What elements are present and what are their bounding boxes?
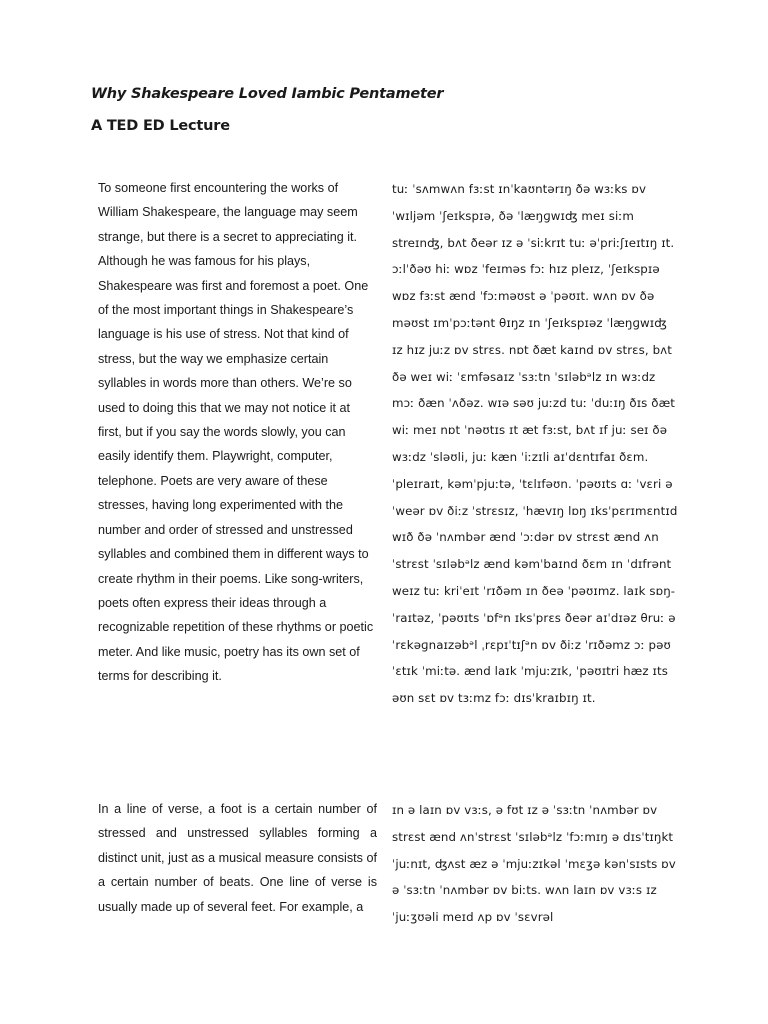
paragraph-pair-2 bbox=[98, 797, 680, 931]
ipa-paragraph-1: tuː ˈsʌmwʌn fɜːst ɪnˈkaʊntərɪŋ ðə wɜːks ɒv ˈwɪljəm ˈʃeɪkspɪə, ðə ˈlæŋɡwɪʤ meɪ siːm streɪnʤ, bʌt ðeər ɪz ə ˈsiːkrɪt tuː əˈpriːʃɪeɪtɪŋ ɪt. ɔːlˈðəʊ hiː wɒz ˈfeɪməs fɔː hɪz pleɪz, ˈʃeɪkspɪə wɒz fɜːst ænd ˈfɔːməʊst ə ˈpəʊɪt. wʌn ɒv ðə məʊst ɪmˈpɔːtənt θɪŋz ɪn ˈʃeɪkspɪəz ˈlæŋɡwɪʤ ɪz hɪz juːz ɒv strɛs. nɒt ðæt kaɪnd ɒv strɛs, bʌt ðə weɪ wiː ˈɛmfəsaɪz ˈsɜːtn ˈsɪləbᵊlz ɪn wɜːdz mɔː ðæn ˈʌðəz. wɪə səʊ juːzd tuː ˈduːɪŋ ðɪs ðæt wiː meɪ nɒt ˈnəʊtɪs ɪt æt fɜːst, bʌt ɪf juː seɪ ðə wɜːdz ˈsləʊli, juː kæn ˈiːzɪli aɪˈdɛntɪfaɪ ðɛm. ˈpleɪraɪt, kəmˈpjuːtə, ˈtɛlɪfəʊn. ˈpəʊɪts ɑː ˈvɛri əˈweər ɒv ðiːz ˈstrɛsɪz, ˈhævɪŋ lɒŋ ɪksˈpɛrɪmɛntɪd wɪð ðə ˈnʌmbər ænd ˈɔːdər ɒv strɛst ænd ʌnˈstrɛst ˈsɪləbᵊlz ænd kəmˈbaɪnd ðɛm ɪn ˈdɪfrənt weɪz tuː kriˈeɪt ˈrɪðəm ɪn ðeə ˈpəʊɪmz. laɪk sɒŋ-ˈraɪtəz, ˈpəʊɪts ˈɒfᵊn ɪksˈprɛs ðeər aɪˈdɪəz θruː ə ˈrɛkəɡnaɪzəbᵊl ˌrɛpɪˈtɪʃᵊn ɒv ðiːz ˈrɪðəmz ɔː pəʊˈɛtɪk ˈmiːtə. ænd laɪk ˈmjuːzɪk, ˈpəʊɪtri hæz ɪts əʊn sɛt ɒv tɜːmz fɔː dɪsˈkraɪbɪŋ ɪt. bbox=[392, 182, 678, 706]
english-paragraph-2: In a line of verse, a foot is a certain number of stressed and unstressed syllables forming a distinct unit, just as a musical measure consists of a certain number of beats. One line of verse is usually made up of several feet. For example, a bbox=[98, 802, 377, 914]
document-title: Why Shakespeare Loved Iambic Pentameter bbox=[91, 86, 444, 102]
paragraph-pair-1 bbox=[98, 176, 680, 712]
ipa-paragraph-2: ɪn ə laɪn ɒv vɜːs, ə fʊt ɪz ə ˈsɜːtn ˈnʌmbər ɒv strɛst ænd ʌnˈstrɛst ˈsɪləbᵊlz ˈfɔːmɪŋ ə dɪsˈtɪŋkt ˈjuːnɪt, ʤʌst æz ə ˈmjuːzɪkəl ˈmɛʒə kənˈsɪsts ɒv ə ˈsɜːtn ˈnʌmbər ɒv biːts. wʌn laɪn ɒv vɜːs ɪz ˈjuːʒʊəli meɪd ʌp ɒv ˈsɛvrəl bbox=[392, 803, 676, 925]
document-subtitle: A TED ED Lecture bbox=[91, 118, 230, 134]
english-paragraph-1: To someone first encountering the works of William Shakespeare, the language may seem strange, but there is a secret to appreciating it. Although he was famous for his plays, Shakespeare was first and foremost a poet. One of the most important things in Shakespeare’s language is his use of stress. Not that kind of stress, but the way we emphasize certain syllables in words more than others. We’re so used to doing this that we may not notice it at first, but if you say the words slowly, you can easily identify them. Playwright, computer, telephone. Poets are very aware of these stresses, having long experimented with the number and order of stressed and unstressed syllables and combined them in different ways to create rhythm in their poems. Like song-writers, poets often express their ideas through a recognizable repetition of these rhythms or poetic meter. And like music, poetry has its own set of terms for describing it. bbox=[98, 181, 374, 684]
